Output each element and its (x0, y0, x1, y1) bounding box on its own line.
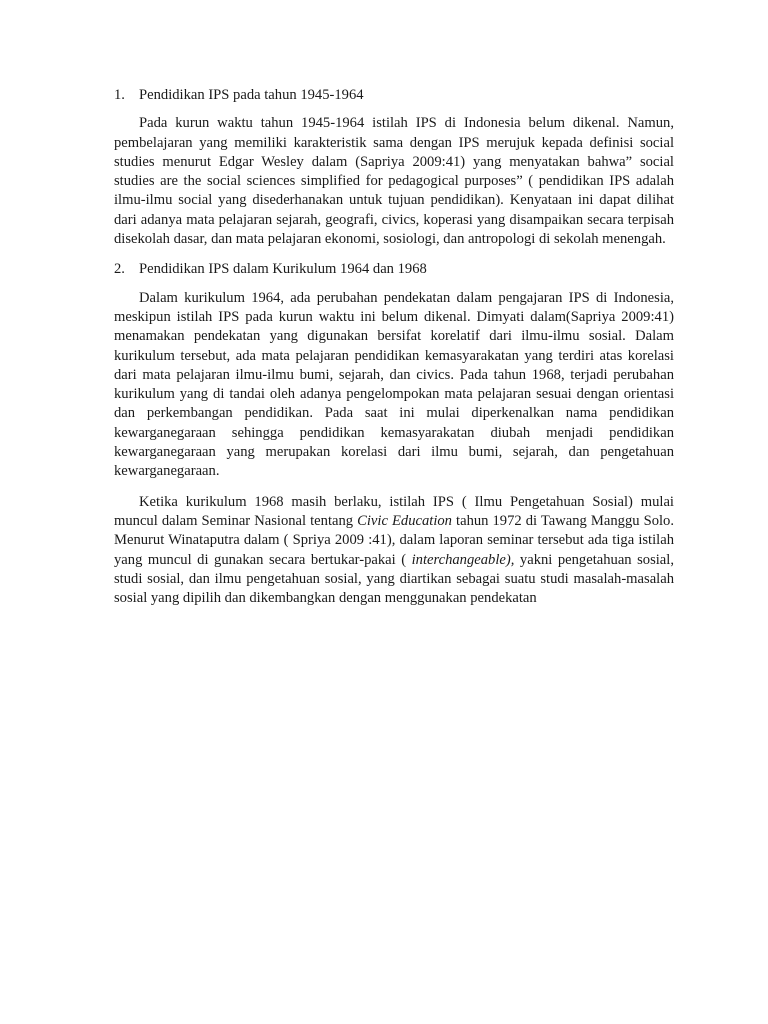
paragraph-text: yakni pengetahuan sosial, studi sosial, dan ilmu pengetahuan sosial, yang diartikan sebagai suatu studi masalah-masalah sosial yang dipilih dan dikembangkan dengan menggunakan pendekatan (114, 551, 674, 607)
paragraph-text: Ketika kurikulum 1968 masih berlaku, istilah IPS ( Ilmu Pengetahuan Sosial) mulai muncul dalam Seminar Nasional tentang (114, 493, 674, 529)
section-2-heading (114, 260, 674, 279)
document-body (114, 86, 674, 616)
section-1-number: 1. (114, 87, 125, 103)
section-2-number: 2. (114, 261, 125, 278)
paragraph-text: tahun 1972 di Tawang Manggu Solo. Menurut Winataputra dalam ( Spriya 2009 :41), dalam laporan seminar tersebut ada tiga istilah yang muncul di gunakan secara bertukar-pakai ( (114, 512, 675, 568)
italic-term-interchangeable: interchangeable), (411, 551, 515, 568)
section-1-paragraph: Pada kurun waktu tahun 1945-1964 istilah IPS di Indonesia belum dikenal. Namun, pembelajaran yang memiliki karakteristik sama dengan IPS merujuk kepada definisi social studies menurut Edgar Wesley dalam (Sapriya 2009:41) yang menyatakan bahwa” social studies are the social sciences simplified for pedagogical purposes” ( pendidikan IPS adalah ilmu-ilmu social yang disederhanakan untuk tujuan pendidikan). Kenyataan ini dapat dilihat dari adanya mata pelajaran sejarah, geografi, civics, koperasi yang disampaikan secara terpisah disekolah dasar, dan mata pelajaran ekonomi, sosiologi, dan antropologi di sekolah menengah. (114, 115, 674, 248)
section-1-heading (114, 86, 674, 105)
section-2-paragraph-2 (114, 493, 674, 609)
section-1-title: Pendidikan IPS pada tahun 1945-1964 (139, 87, 364, 103)
italic-term-civic-education: Civic Education (357, 512, 452, 529)
section-2-title: Pendidikan IPS dalam Kurikulum 1964 dan 1968 (139, 261, 427, 278)
section-2-paragraph-1: Dalam kurikulum 1964, ada perubahan pendekatan dalam pengajaran IPS di Indonesia, meskipun istilah IPS pada kurun waktu ini belum dikenal. Dimyati dalam(Sapriya 2009:41) menamakan pendekatan yang digunakan bersifat korelatif dari ilmu-ilmu sosial. Dalam kurikulum tersebut, ada mata pelajaran pendidikan kemasyarakatan yang terdiri atas korelasi dari mata pelajaran ilmu-ilmu bumi, sejarah, dan civics. Pada tahun 1968, terjadi perubahan kurikulum yang di tandai oleh adanya pengelompokan mata pelajaran sesuai dengan orientasi dan perkembangan pendidikan. Pada saat ini mulai diperkenalkan nama pendidikan kewarganegaraan sehingga pendidikan kemasyarakatan diubah menjadi pendidikan kewarganegaraan yang merupakan korelasi dari ilmu bumi, sejarah, dan pengetahuan kewarganegaraan. (114, 289, 674, 480)
